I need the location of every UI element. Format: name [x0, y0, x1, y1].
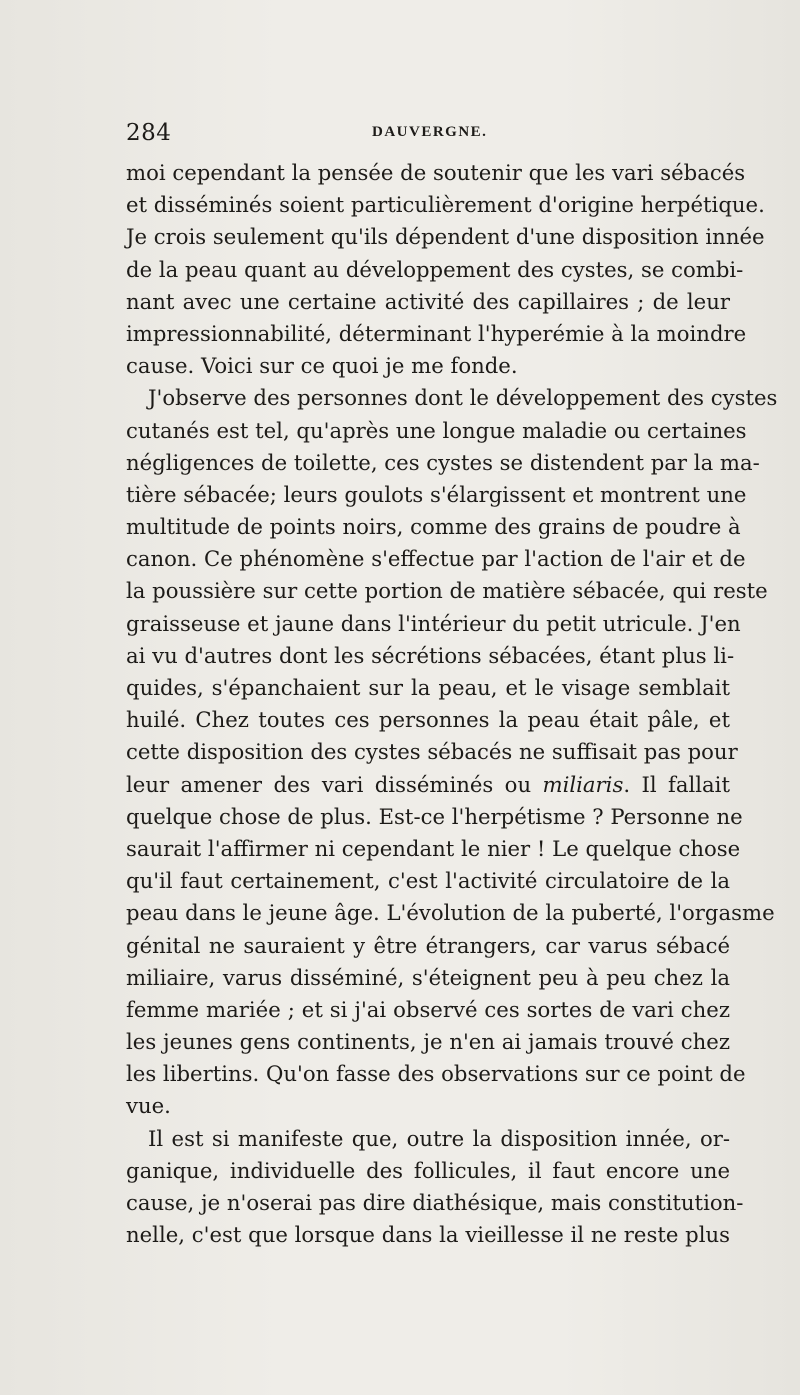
text-line: vue.: [126, 1093, 171, 1119]
line-end: . Il fallait: [623, 771, 730, 797]
text-line: et disséminés soient particulièrement d'origine herpétique.: [126, 192, 765, 218]
text-line: la poussière sur cette portion de matière sébacée, qui reste: [126, 578, 768, 604]
text-line: moi cependant la pensée de soutenir que les vari sébacés: [126, 160, 746, 185]
text-line: Il est si manifeste que, outre la disposition innée, or-: [148, 1125, 730, 1151]
text-line: impressionnabilité, déterminant l'hyperémie à la moindre: [126, 320, 747, 346]
text-line: qu'il faut certainement, c'est l'activité circulatoire de la: [126, 868, 730, 894]
text-line: cutanés est tel, qu'après une longue maladie ou certaines: [126, 417, 747, 443]
text-line: nant avec une certaine activité des capillaires ; de leur: [126, 288, 730, 314]
text-line: canon. Ce phénomène s'effectue par l'action de l'air et de: [126, 546, 746, 572]
text-line: Je crois seulement qu'ils dépendent d'une disposition innée: [126, 224, 765, 250]
text-line-with-italic: [126, 769, 730, 801]
text-line: quelque chose de plus. Est-ce l'herpétisme ? Personne ne: [126, 803, 743, 829]
text-line: cette disposition des cystes sébacés ne suffisait pas pour: [126, 739, 738, 765]
text-line: génital ne sauraient y être étrangers, car varus sébacé: [126, 932, 730, 958]
text-line: ganique, individuelle des follicules, il faut encore une: [126, 1157, 730, 1183]
text-line: femme mariée ; et si j'ai observé ces sortes de vari chez: [126, 996, 730, 1022]
text-line: cause. Voici sur ce quoi je me fonde.: [126, 353, 518, 379]
page-number: 284: [126, 120, 172, 146]
text-line: les jeunes gens continents, je n'en ai jamais trouvé chez: [126, 1029, 730, 1055]
page-header: [126, 120, 686, 152]
text-line: J'observe des personnes dont le développement des cystes: [148, 385, 778, 411]
text-line: huilé. Chez toutes ces personnes la peau était pâle, et: [126, 707, 730, 733]
text-line: saurait l'affirmer ni cependant le nier ! Le quelque chose: [126, 835, 741, 861]
running-head: DAUVERGNE.: [372, 124, 488, 140]
text-line: miliaire, varus disséminé, s'éteignent peu à peu chez la: [126, 964, 730, 990]
italic-term: miliaris: [542, 771, 624, 797]
text-line: peau dans le jeune âge. L'évolution de la puberté, l'orgasme: [126, 900, 775, 926]
text-line: graisseuse et jaune dans l'intérieur du petit utricule. J'en: [126, 610, 741, 636]
text-line: tière sébacée; leurs goulots s'élargissent et montrent une: [126, 481, 747, 507]
text-line: cause, je n'oserai pas dire diathésique, mais constitution-: [126, 1190, 744, 1215]
text-line: nelle, c'est que lorsque dans la vieillesse il ne reste plus: [126, 1222, 730, 1248]
text-line: de la peau quant au développement des cystes, se combi-: [126, 256, 744, 282]
text-line: les libertins. Qu'on fasse des observations sur ce point de: [126, 1061, 746, 1087]
body-text: [126, 157, 778, 1251]
text-line: ai vu d'autres dont les sécrétions sébacées, étant plus li-: [126, 642, 735, 668]
text-line: multitude de points noirs, comme des grains de poudre à: [126, 514, 741, 540]
text-line: négligences de toilette, ces cystes se distendent par la ma-: [126, 449, 760, 475]
line-start: leur amener des vari disséminés ou: [126, 771, 532, 797]
text-line: quides, s'épanchaient sur la peau, et le visage semblait: [126, 675, 730, 700]
